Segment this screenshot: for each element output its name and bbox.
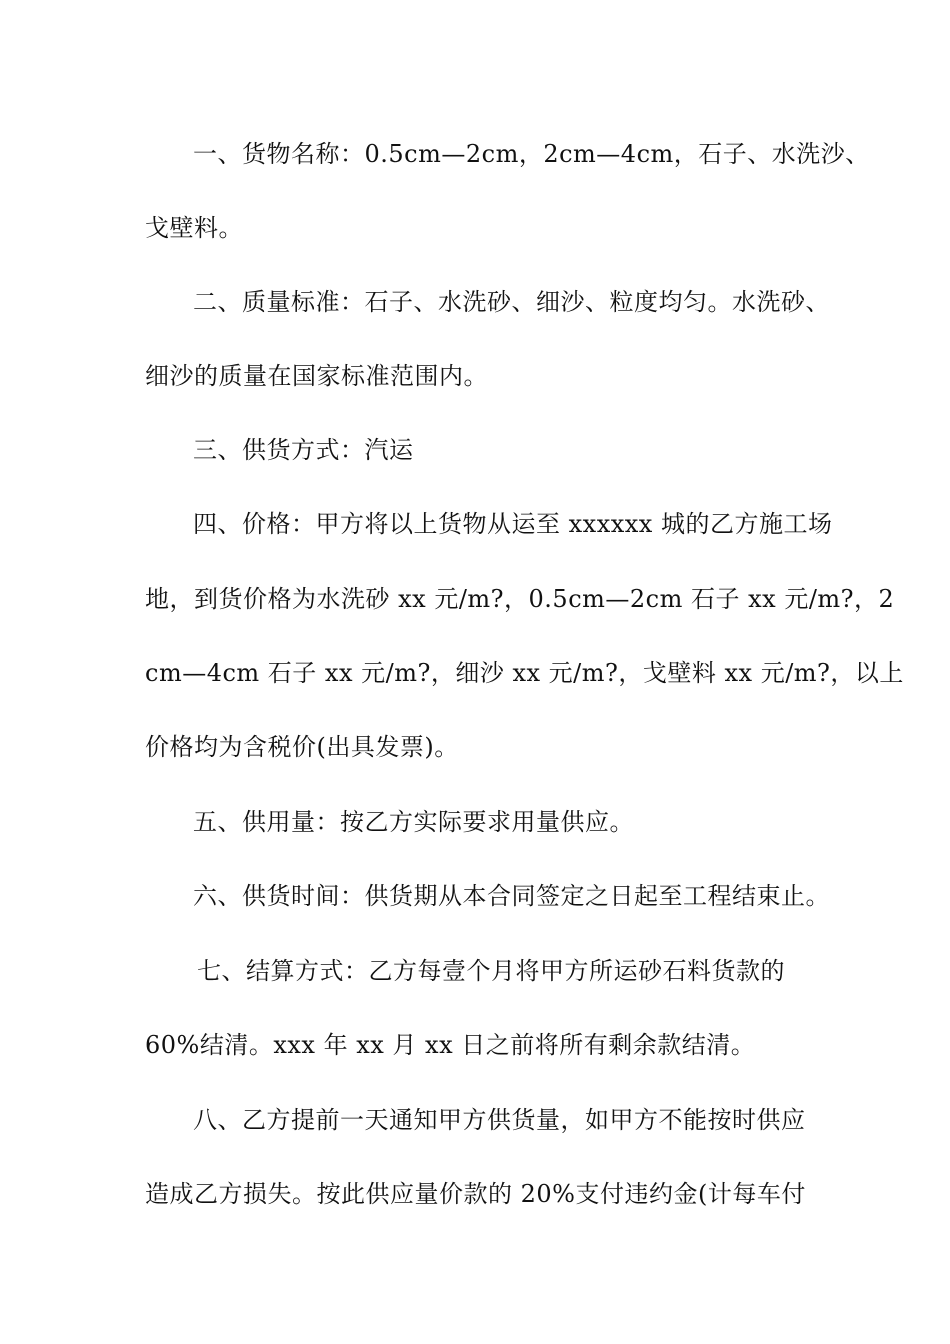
text-line-11: 六、供货时间：供货期从本合同签定之日起至工程结束止。 bbox=[193, 882, 830, 910]
text-line-14: 八、乙方提前一天通知甲方供货量，如甲方不能按时供应 bbox=[193, 1106, 806, 1134]
text-line-15: 造成乙方损失。按此供应量价款的 20%支付违约金(计每车付 bbox=[145, 1180, 806, 1208]
text-line-5: 三、供货方式：汽运 bbox=[193, 436, 414, 464]
text-line-9: 价格均为含税价(出具发票)。 bbox=[145, 733, 459, 761]
text-line-4: 细沙的质量在国家标准范围内。 bbox=[145, 362, 488, 390]
text-line-3: 二、质量标准：石子、水洗砂、细沙、粒度均匀。水洗砂、 bbox=[193, 288, 830, 316]
text-line-8: cm—4cm 石子 xx 元/m?，细沙 xx 元/m?，戈壁料 xx 元/m?，以上 bbox=[145, 659, 904, 687]
text-line-12: 七、结算方式：乙方每壹个月将甲方所运砂石料货款的 bbox=[197, 957, 785, 985]
text-line-2: 戈壁料。 bbox=[145, 214, 243, 242]
text-line-1: 一、货物名称：0.5cm—2cm，2cm—4cm，石子、水洗沙、 bbox=[193, 140, 870, 168]
text-line-7: 地，到货价格为水洗砂 xx 元/m?，0.5cm—2cm 石子 xx 元/m?，2 bbox=[145, 585, 895, 613]
text-line-13: 60%结清。xxx 年 xx 月 xx 日之前将所有剩余款结清。 bbox=[145, 1031, 756, 1059]
text-line-6: 四、价格：甲方将以上货物从运至 xxxxxx 城的乙方施工场 bbox=[193, 510, 833, 538]
text-line-10: 五、供用量：按乙方实际要求用量供应。 bbox=[193, 808, 634, 836]
